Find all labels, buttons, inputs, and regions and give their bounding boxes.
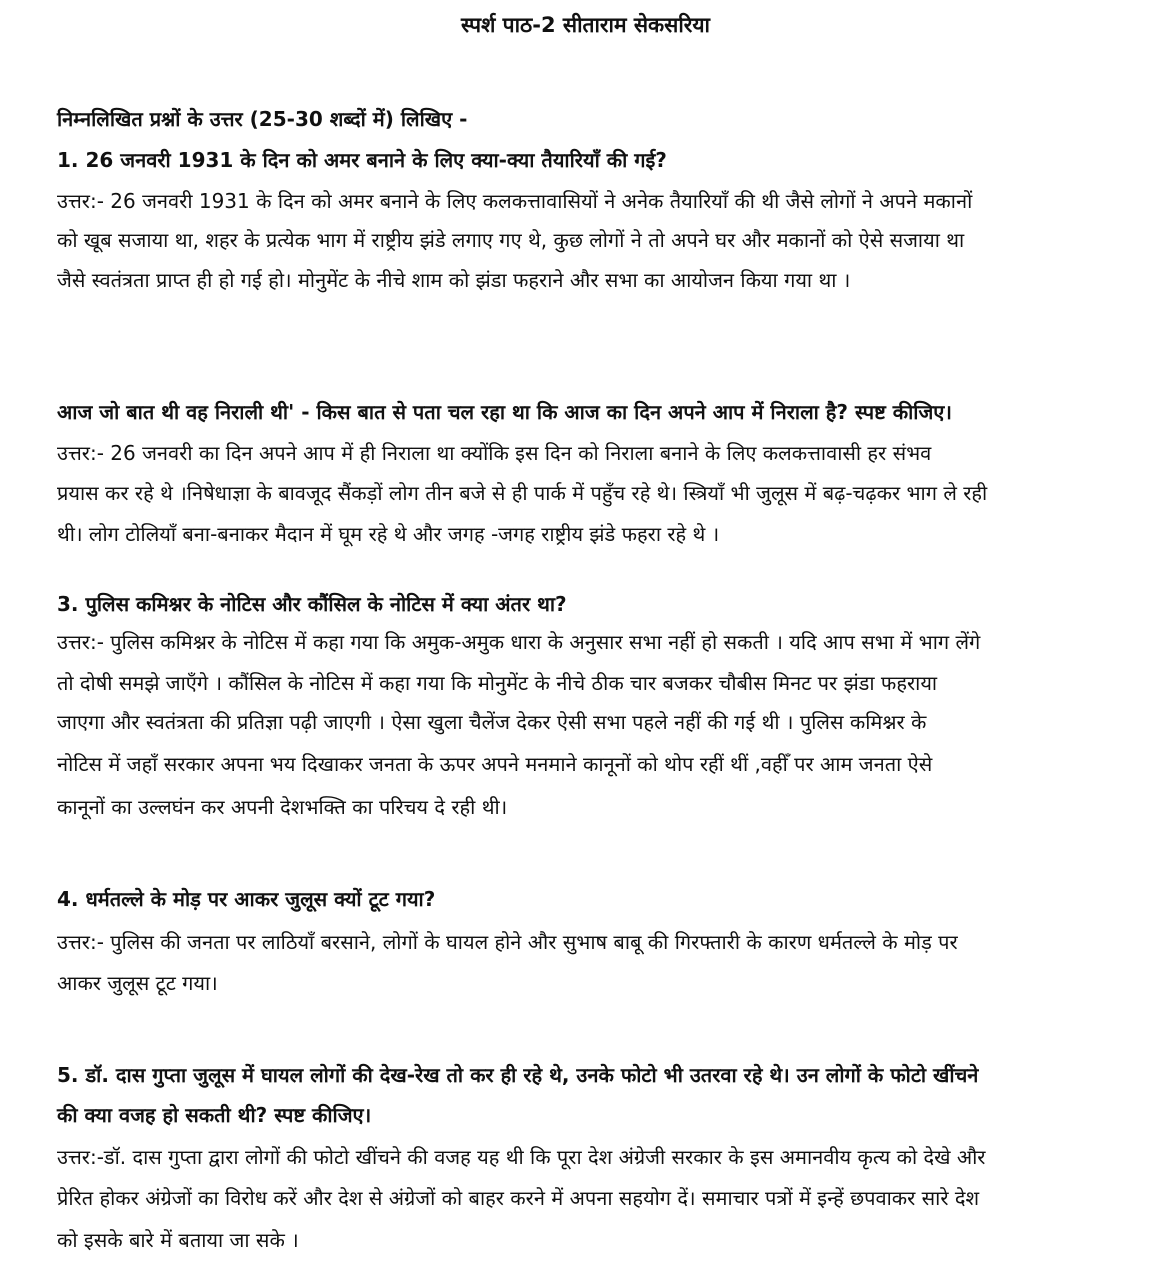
answer-3-line-3: जाएगा और स्वतंत्रता की प्रतिज्ञा पढ़ी जाएगी । ऐसा खुला चैलेंज देकर ऐसी सभा पहले नहीं की गई थी । पुलिस कमिश्नर के: [57, 710, 927, 734]
answer-2-line-2: प्रयास कर रहे थे ।निषेधाज्ञा के बावजूद सैंकड़ों लोग तीन बजे से ही पार्क में पहुँच रहे थे। स्त्रियाँ भी जुलूस में बढ़-चढ़कर भाग ले रही: [57, 481, 988, 505]
question-3: 3. पुलिस कमिश्नर के नोटिस और कौंसिल के नोटिस में क्या अंतर था?: [57, 592, 567, 616]
question-5-line-1: 5. डॉ. दास गुप्ता जुलूस में घायल लोगों की देख-रेख तो कर ही रहे थे, उनके फोटो भी उतरवा रहे थे। उन लोगों के फोटो खींचने: [57, 1063, 979, 1087]
answer-2-line-1: उत्तर:- 26 जनवरी का दिन अपने आप में ही निराला था क्योंकि इस दिन को निराला बनाने के लिए कलकत्तावासी हर संभव: [57, 441, 932, 465]
page-title: स्पर्श पाठ-2 सीताराम सेकसरिया: [460, 13, 710, 37]
question-4: 4. धर्मतल्ले के मोड़ पर आकर जुलूस क्यों टूट गया?: [57, 887, 436, 911]
answer-1-line-2: को खूब सजाया था, शहर के प्रत्येक भाग में राष्ट्रीय झंडे लगाए गए थे, कुछ लोगों ने तो अपने घर और मकानों को ऐसे सजाया था: [57, 228, 965, 252]
answer-3-line-5: कानूनों का उल्लघंन कर अपनी देशभक्ति का परिचय दे रही थी।: [57, 795, 508, 819]
answer-3-line-2: तो दोषी समझे जाएँगे । कौंसिल के नोटिस में कहा गया कि मोनुमेंट के नीचे ठीक चार बजकर चौबीस मिनट पर झंडा फहराया: [57, 671, 938, 695]
answer-1-line-1: उत्तर:- 26 जनवरी 1931 के दिन को अमर बनाने के लिए कलकत्तावासियों ने अनेक तैयारियाँ की थी जैसे लोगों ने अपने मकानों: [57, 189, 973, 213]
answer-5-line-2: प्रेरित होकर अंग्रेजों का विरोध करें और देश से अंग्रेजों को बाहर करने में अपना सहयोग दें। समाचार पत्रों में इन्हें छपवाकर सारे देश: [57, 1186, 980, 1210]
answer-3-line-1: उत्तर:- पुलिस कमिश्नर के नोटिस में कहा गया कि अमुक-अमुक धारा के अनुसार सभा नहीं हो सकती । यदि आप सभा में भाग लेंगे: [57, 630, 981, 654]
instruction-text: निम्नलिखित प्रश्नों के उत्तर (25-30 शब्दों में) लिखिए -: [57, 107, 468, 131]
question-1: 1. 26 जनवरी 1931 के दिन को अमर बनाने के लिए क्या-क्या तैयारियाँ की गई?: [57, 148, 667, 172]
answer-5-line-3: को इसके बारे में बताया जा सके ।: [57, 1228, 299, 1252]
answer-4-line-1: उत्तर:- पुलिस की जनता पर लाठियाँ बरसाने, लोगों के घायल होने और सुभाष बाबू की गिरफ्तारी के कारण धर्मतल्ले के मोड़ पर: [57, 930, 958, 954]
question-5-line-2: की क्या वजह हो सकती थी? स्पष्ट कीजिए।: [57, 1103, 372, 1127]
question-2: आज जो बात थी वह निराली थी' - किस बात से पता चल रहा था कि आज का दिन अपने आप में निराला है? स्पष्ट कीजिए।: [57, 400, 952, 424]
answer-2-line-3: थी। लोग टोलियाँ बना-बनाकर मैदान में घूम रहे थे और जगह -जगह राष्ट्रीय झंडे फहरा रहे थे ।: [57, 522, 720, 546]
answer-5-line-1: उत्तर:-डॉ. दास गुप्ता द्वारा लोगों की फोटो खींचने की वजह यह थी कि पूरा देश अंग्रेजी सरकार के इस अमानवीय कृत्य को देखे और: [57, 1145, 986, 1169]
answer-3-line-4: नोटिस में जहाँ सरकार अपना भय दिखाकर जनता के ऊपर अपने मनमाने कानूनों को थोप रहीं थीं ,वहीँ पर आम जनता ऐसे: [57, 752, 933, 776]
answer-4-line-2: आकर जुलूस टूट गया।: [57, 971, 218, 995]
answer-1-line-3: जैसे स्वतंत्रता प्राप्त ही हो गई हो। मोनुमेंट के नीचे शाम को झंडा फहराने और सभा का आयोजन किया गया था ।: [57, 268, 851, 292]
